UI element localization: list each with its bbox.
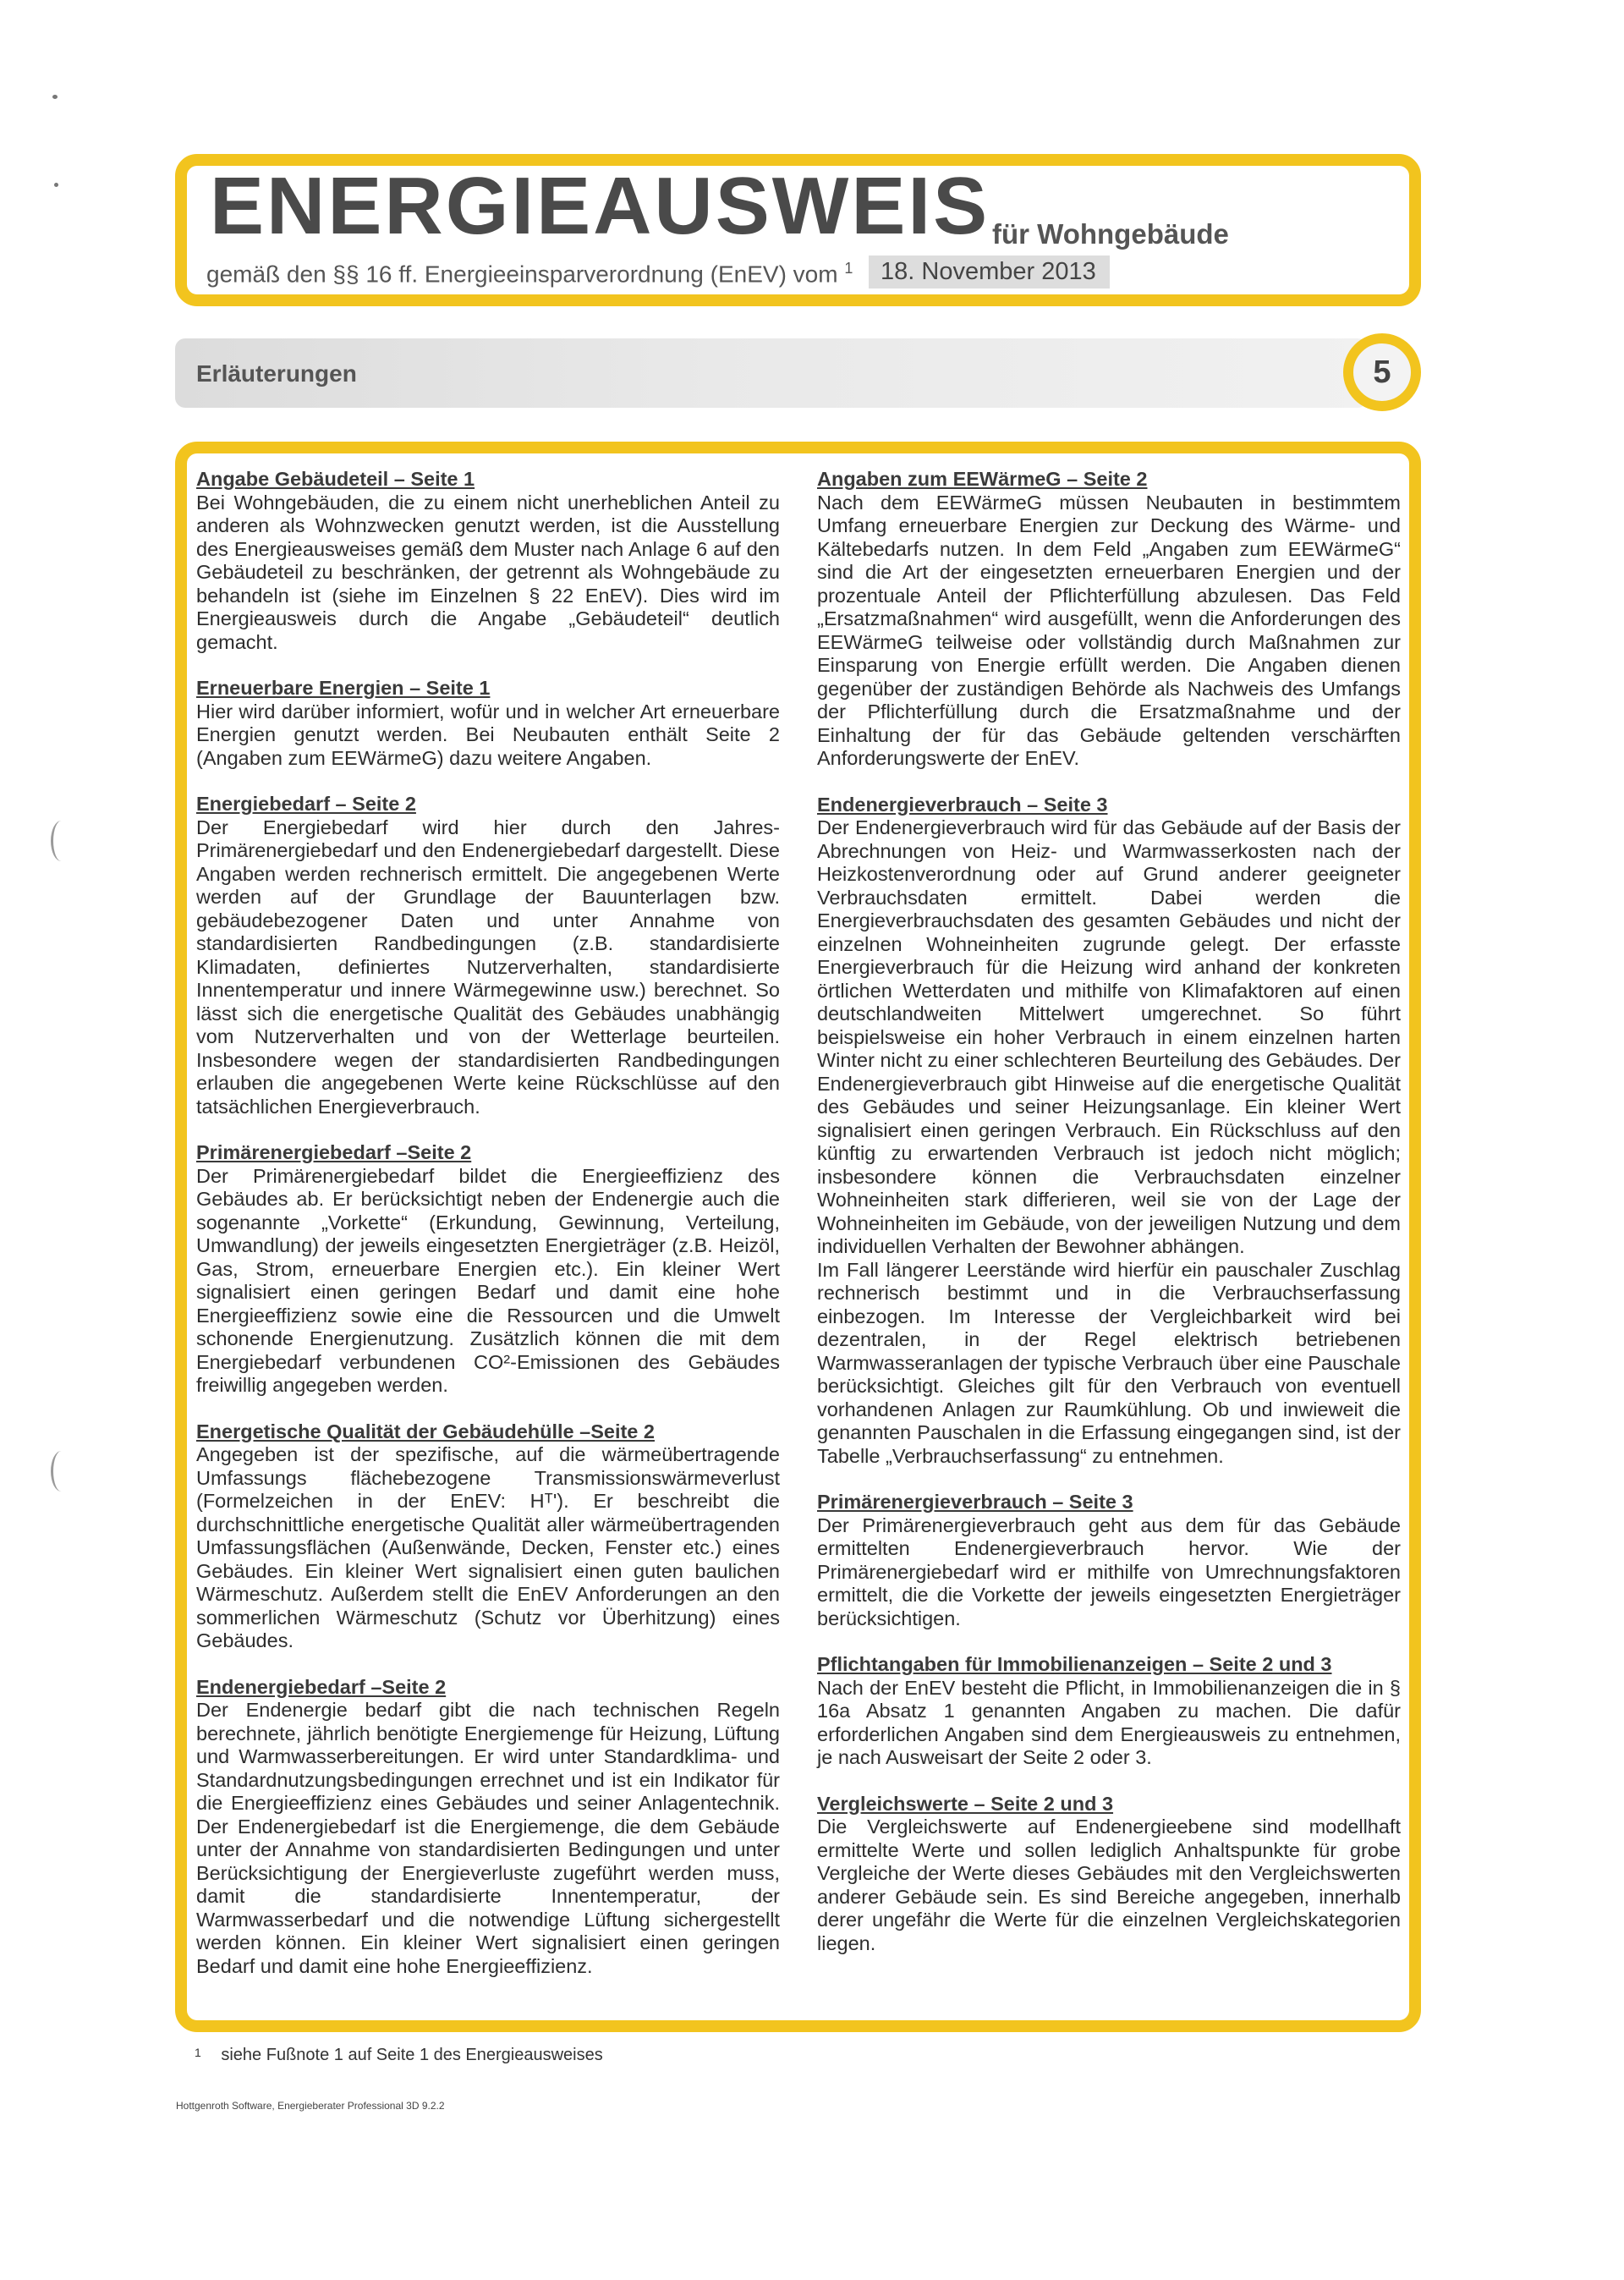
- section-heading: Erneuerbare Energien – Seite 1: [196, 677, 491, 699]
- section-primaerenergiebedarf: [196, 1141, 780, 1398]
- section-body: Bei Wohngebäuden, die zu einem nicht unerheblichen Anteil zu anderen als Wohnzwecken genutzt werden, ist die Ausstellung des Energieausweises gemäß dem Muster nach Anlage 6 auf den Gebäudeteil zu beschränken, der getrennt als Wohngebäude zu behandeln ist (siehe im Einzelnen § 22 EnEV). Dies wird im Energieausweis durch die Angabe „Gebäudeteil“ deutlich gemacht.: [196, 491, 780, 653]
- section-angabe-gebaeudeteil: [196, 468, 780, 654]
- scan-speck: [54, 183, 58, 187]
- section-body: Der Primärenergiebedarf bildet die Energieeffizienz des Gebäudes ab. Er berücksichtigt neben der Endenergie auch die sogenannte „Vorkette“ (Erkundung, Gewinnung, Verteilung, Umwandlung) der jeweils eingesetzten Energieträger (z.B. Heizöl, Gas, Strom, erneuerbare Energien etc.). Ein kleiner Wert signalisiert einen geringen Bedarf und damit eine hohe Energieeffizienz sowie eine die Ressourcen und die Umwelt schonende Energienutzung. Zusätzlich können die mit dem Energiebedarf verbundenen CO²-Emissionen des Gebäudes freiwillig angegeben werden.: [196, 1164, 780, 1396]
- section-body: Der Energiebedarf wird hier durch den Jahres-Primärenergiebedarf und den Endenergiebedarf dargestellt. Diese Angaben werden rechnerisch ermittelt. Die angegebenen Werte werden auf der Grundlage der Bauunterlagen bzw. gebäudebezogener Daten und unter Annahme von standardisierten Randbedingungen (z.B. standardisierte Klimadaten, definiertes Nutzerverhalten, standardisierte Innentemperatur und innere Wärmegewinne usw.) berechnet. So lässt sich die energetische Qualität des Gebäudes unabhängig vom Nutzerverhalten und von der Wetterlage beurteilen. Insbesondere wegen der standardisierten Randbedingungen erlauben die angegebenen Werte keine Rückschlüsse auf den tatsächlichen Energieverbrauch.: [196, 816, 780, 1118]
- section-heading: Primärenergieverbrauch – Seite 3: [817, 1491, 1133, 1513]
- scan-speck: [52, 95, 58, 99]
- left-column: [196, 468, 780, 2001]
- legal-basis-line: [206, 260, 853, 288]
- footnote: [195, 2046, 603, 2065]
- section-heading: Angabe Gebäudeteil – Seite 1: [196, 468, 475, 490]
- document-title: ENERGIEAUSWEIS: [210, 161, 990, 251]
- section-pflichtangaben: [817, 1653, 1401, 1770]
- section-title: Erläuterungen: [196, 360, 357, 387]
- section-body: Der Endenergieverbrauch wird für das Gebäude auf der Basis der Abrechnungen von Heiz- und Warmwasserkosten nach der Heizkostenverordnung oder auf Grund anderer geeigneter Verbrauchsdaten ermittelt. Dabei werden die Energieverbrauchsdaten des gesamten Gebäudes und nicht der einzelnen Wohneinheiten zugrunde gelegt. Der erfasste Energieverbrauch für die Heizung wird anhand der konkreten örtlichen Wetterdaten und mithilfe von Klimafaktoren auf einen deutschlandweiten Mittelwert umgerechnet. So führt beispielsweise ein hoher Verbrauch in einem einzelnen harten Winter nicht zu einer schlechteren Beurteilung des Gebäudes. Der Endenergieverbrauch gibt Hinweise auf die energetische Qualität des Gebäudes und seiner Heizungsanlage. Ein kleiner Wert signalisiert einen geringen Verbrauch. Ein Rückschluss auf den künftig zu erwartenden Verbrauch ist jedoch nicht möglich; insbesondere können die Verbrauchsdaten einzelner Wohneinheiten stark differieren, weil sie von der Lage der Wohneinheiten im Gebäude, von der jeweiligen Nutzung und dem individuellen Verhalten der Bewohner abhängen.: [817, 816, 1401, 1257]
- section-body: Der Primärenergieverbrauch geht aus dem für das Gebäude ermittelten Endenergieverbrauch hervor. Wie der Primärenergiebedarf wird er mithilfe von Umrechnungsfaktoren ermittelt, die die Vorkette der jeweils eingesetzten Energieträger berücksichtigen.: [817, 1514, 1401, 1629]
- section-body: Der Endenergie bedarf gibt die nach technischen Regeln berechnete, jährlich benötigte Energiemenge für Heizung, Lüftung und Warmwasserbereitungen. Er wird unter Standardklima- und Standardnutzungsbedingungen errechnet und ist ein Indikator für die Energieeffizienz eines Gebäudes und seiner Anlagentechnik. Der Endenergiebedarf ist die Energiemenge, die dem Gebäude unter der Annahme von standardisierten Bedingungen und unter Berücksichtigung der Energieverluste zugeführt werden muss, damit die standardisierte Innentemperatur, der Warmwasserbedarf und die notwendige Lüftung sichergestellt werden können. Ein kleiner Wert signalisiert einen geringen Bedarf und damit eine hohe Energieeffizienz.: [196, 1699, 780, 1977]
- footnote-mark: 1: [195, 2046, 201, 2059]
- section-endenergieverbrauch: [817, 794, 1401, 1469]
- punch-hole-mark: [51, 821, 72, 861]
- issue-date: 18. November 2013: [869, 255, 1110, 288]
- page-number-badge: 5: [1343, 333, 1421, 411]
- section-heading: Angaben zum EEWärmeG – Seite 2: [817, 468, 1148, 490]
- footnote-reference: 1: [844, 260, 853, 277]
- document-subtitle: für Wohngebäude: [992, 218, 1229, 250]
- section-primaerenergieverbrauch: [817, 1491, 1401, 1630]
- section-heading: Endenergieverbrauch – Seite 3: [817, 793, 1108, 816]
- section-body-continued: Im Fall längerer Leerstände wird hierfür ein pauschaler Zuschlag rechnerisch bestimmt und in die Verbrauchserfassung einbezogen. Im Interesse der Vergleichbarkeit wird bei dezentralen, in der Regel elektrisch betriebenen Warmwasseranlagen der typische Verbrauch über eine Pauschale berücksichtigt. Gleiches gilt für den Verbrauch von eventuell vorhandenen Anlagen zur Raumkühlung. Ob und inwieweit die genannten Pauschalen in die Erfassung eingegangen sind, ist der Tabelle „Verbrauchserfassung“ zu entnehmen.: [817, 1258, 1401, 1467]
- section-heading: Energiebedarf – Seite 2: [196, 793, 416, 815]
- section-gebaeudehuelle: [196, 1420, 780, 1653]
- section-body: Angegeben ist der spezifische, auf die wärmeübertragende Umfassungs flächebezogene Transmissionswärmeverlust (Formelzeichen in der EnEV: Hᵀ'). Er beschreibt die durchschnittliche energetische Qualität aller wärmeübertragenden Umfassungsflächen (Außenwände, Decken, Fenster etc.) eines Gebäudes. Ein kleiner Wert signalisiert einen guten baulichen Wärmeschutz. Außerdem stellt die EnEV Anforderungen an den sommerlichen Wärmeschutz (Schutz vor Überhitzung) eines Gebäudes.: [196, 1443, 780, 1651]
- software-credits: Hottgenroth Software, Energieberater Professional 3D 9.2.2: [176, 2100, 445, 2112]
- section-endenergiebedarf: [196, 1676, 780, 1979]
- legal-basis-text: gemäß den §§ 16 ff. Energieeinsparverordnung (EnEV) vom: [206, 261, 838, 288]
- right-column: [817, 468, 1401, 1978]
- footnote-text: siehe Fußnote 1 auf Seite 1 des Energieausweises: [221, 2046, 603, 2064]
- section-erneuerbare-energien: [196, 677, 780, 770]
- section-heading: Primärenergiebedarf –Seite 2: [196, 1141, 472, 1163]
- section-heading: Endenergiebedarf –Seite 2: [196, 1675, 447, 1698]
- section-energiebedarf: [196, 793, 780, 1118]
- section-eewaermeg: [817, 468, 1401, 771]
- section-vergleichswerte: [817, 1793, 1401, 1956]
- section-body: Die Vergleichswerte auf Endenergieebene sind modellhaft ermittelte Werte und sollen lediglich Anhaltspunkte für grobe Vergleiche der Werte dieses Gebäudes mit den Vergleichswerten anderer Gebäude sein. Es sind Bereiche angegeben, innerhalb derer ungefähr die Werte für die einzelnen Vergleichskategorien liegen.: [817, 1816, 1401, 1954]
- section-heading: Vergleichswerte – Seite 2 und 3: [817, 1792, 1114, 1815]
- punch-hole-mark: [51, 1451, 72, 1492]
- section-body: Hier wird darüber informiert, wofür und in welcher Art erneuerbare Energien genutzt werden. Bei Neubauten enthält Seite 2 (Angaben zum EEWärmeG) dazu weitere Angaben.: [196, 700, 780, 769]
- section-body: Nach der EnEV besteht die Pflicht, in Immobilienanzeigen die in § 16a Absatz 1 genannten Angaben zu machen. Die dafür erforderlichen Angaben sind dem Energieausweis zu entnehmen, je nach Ausweisart der Seite 2 oder 3.: [817, 1676, 1401, 1768]
- section-heading: Pflichtangaben für Immobilienanzeigen – Seite 2 und 3: [817, 1653, 1332, 1675]
- section-body: Nach dem EEWärmeG müssen Neubauten in bestimmtem Umfang erneuerbare Energien zur Deckung des Wärme- und Kältebedarfs nutzen. In dem Feld „Angaben zum EEWärmeG“ sind die Art der eingesetzten erneuerbaren Energien und der prozentuale Anteil der Pflichterfüllung abzulesen. Das Feld „Ersatzmaßnahmen“ wird ausgefüllt, wenn die Anforderungen des EEWärmeG teilweise oder vollständig durch Maßnahmen zur Einsparung von Energie erfüllt werden. Die Angaben dienen gegenüber der zuständigen Behörde als Nachweis des Umfangs der Pflichterfüllung durch die Ersatzmaßnahme und der Einhaltung der für das Gebäude geltenden verschärften Anforderungswerte der EnEV.: [817, 491, 1401, 769]
- section-heading: Energetische Qualität der Gebäudehülle –Seite 2: [196, 1420, 655, 1442]
